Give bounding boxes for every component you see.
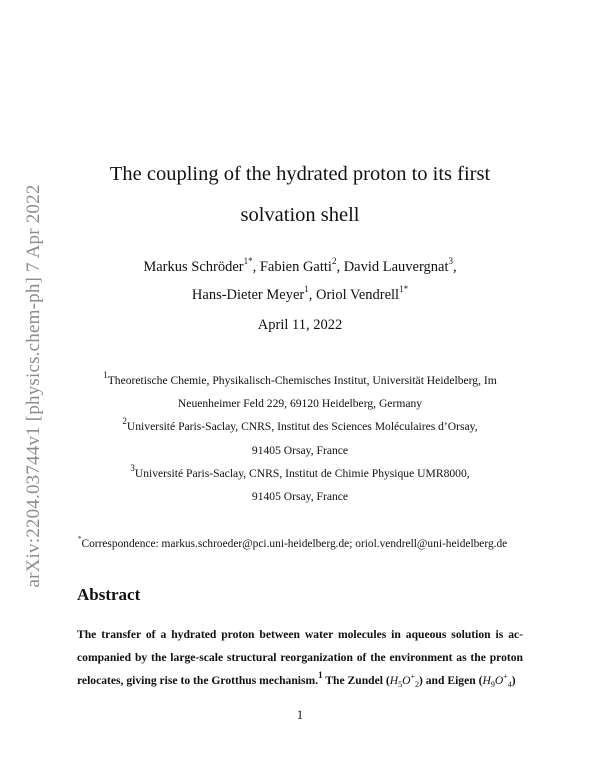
author-affiliation-mark: 3 [448,256,454,267]
page-number: 1 [296,708,304,722]
publication-date: April 11, 2022 [257,317,343,333]
formula-symbol: O [494,674,504,687]
formula-symbol: H [389,674,399,687]
affiliation-2-line-2: 91405 Orsay, France [251,444,349,457]
formula-superscript: + [503,672,508,681]
formula-symbol: H [482,674,491,687]
zundel-formula [390,674,419,687]
eigen-formula [482,674,511,687]
abstract-text: ) and Eigen ( [418,674,483,687]
formula-subscript: 4 [507,680,512,689]
formula-superscript: + [410,672,415,681]
affiliation-mark: 2 [122,416,127,427]
formula-subscript: 9 [490,680,495,689]
affiliation-1-line-1 [40,370,560,387]
abstract-text: ) [511,674,516,687]
paper-title-line-2: solvation shell [240,204,360,226]
affiliation-mark: 3 [130,463,135,474]
arxiv-identifier-stamp[interactable]: arXiv:2204.03744v1 [physics.chem-ph] 7 Apr 2022 [23,184,44,588]
correspondence-mark: * [78,535,82,544]
affiliation-3-line-1 [40,463,560,480]
affiliation-1-line-2: Neuenheimer Feld 229, 69120 Heidelberg, Germany [177,397,423,410]
authors-line-1 [60,256,540,276]
correspondence-text[interactable]: Correspondence: markus.schroeder@pci.uni-heidelberg.de; oriol.vendrell@uni-heidelberg.de [81,538,508,550]
affiliation-mark: 1 [103,370,108,381]
author-name: Hans-Dieter Meyer [191,287,305,303]
author-affiliation-mark: 1* [243,256,253,267]
formula-subscript: 2 [414,680,419,689]
formula-symbol: O [402,674,411,687]
abstract-heading: Abstract [77,585,141,604]
author-name: , David Lauvergnat [336,259,449,275]
affiliation-text: Theoretische Chemie, Physikalisch-Chemisches Institut, Universität Heidelberg, Im [107,374,497,387]
author-name: Markus Schröder [143,259,244,275]
authors-line-2 [60,284,540,304]
affiliation-text: Université Paris-Saclay, CNRS, Institut de Chimie Physique UMR8000, [134,467,470,480]
abstract-text: relocates, giving rise to the Grotthus mechanism. [77,674,319,687]
formula-subscript: 5 [398,680,403,689]
abstract-line-1: The transfer of a hydrated proton between water molecules in aqueous solution is ac- [77,628,523,641]
abstract-line-3 [77,670,523,689]
author-name: , Fabien Gatti [252,259,332,275]
affiliation-text: Université Paris-Saclay, CNRS, Institut des Sciences Moléculaires d’Orsay, [126,420,478,433]
citation-reference[interactable]: 1 [318,670,323,681]
paper-title-line-1: The coupling of the hydrated proton to its first [109,163,491,185]
correspondence-note [78,535,508,550]
abstract-text: The Zundel ( [322,674,390,687]
author-name: , Oriol Vendrell [308,287,400,303]
abstract-line-2: companied by the large-scale structural reorganization of the environment as the proton [77,651,523,664]
author-affiliation-mark: 1 [304,284,309,295]
author-separator: , [453,259,457,275]
author-affiliation-mark: 2 [331,256,337,267]
author-affiliation-mark: 1* [399,284,409,295]
affiliation-2-line-1 [40,416,560,433]
affiliation-3-line-2: 91405 Orsay, France [251,490,349,503]
